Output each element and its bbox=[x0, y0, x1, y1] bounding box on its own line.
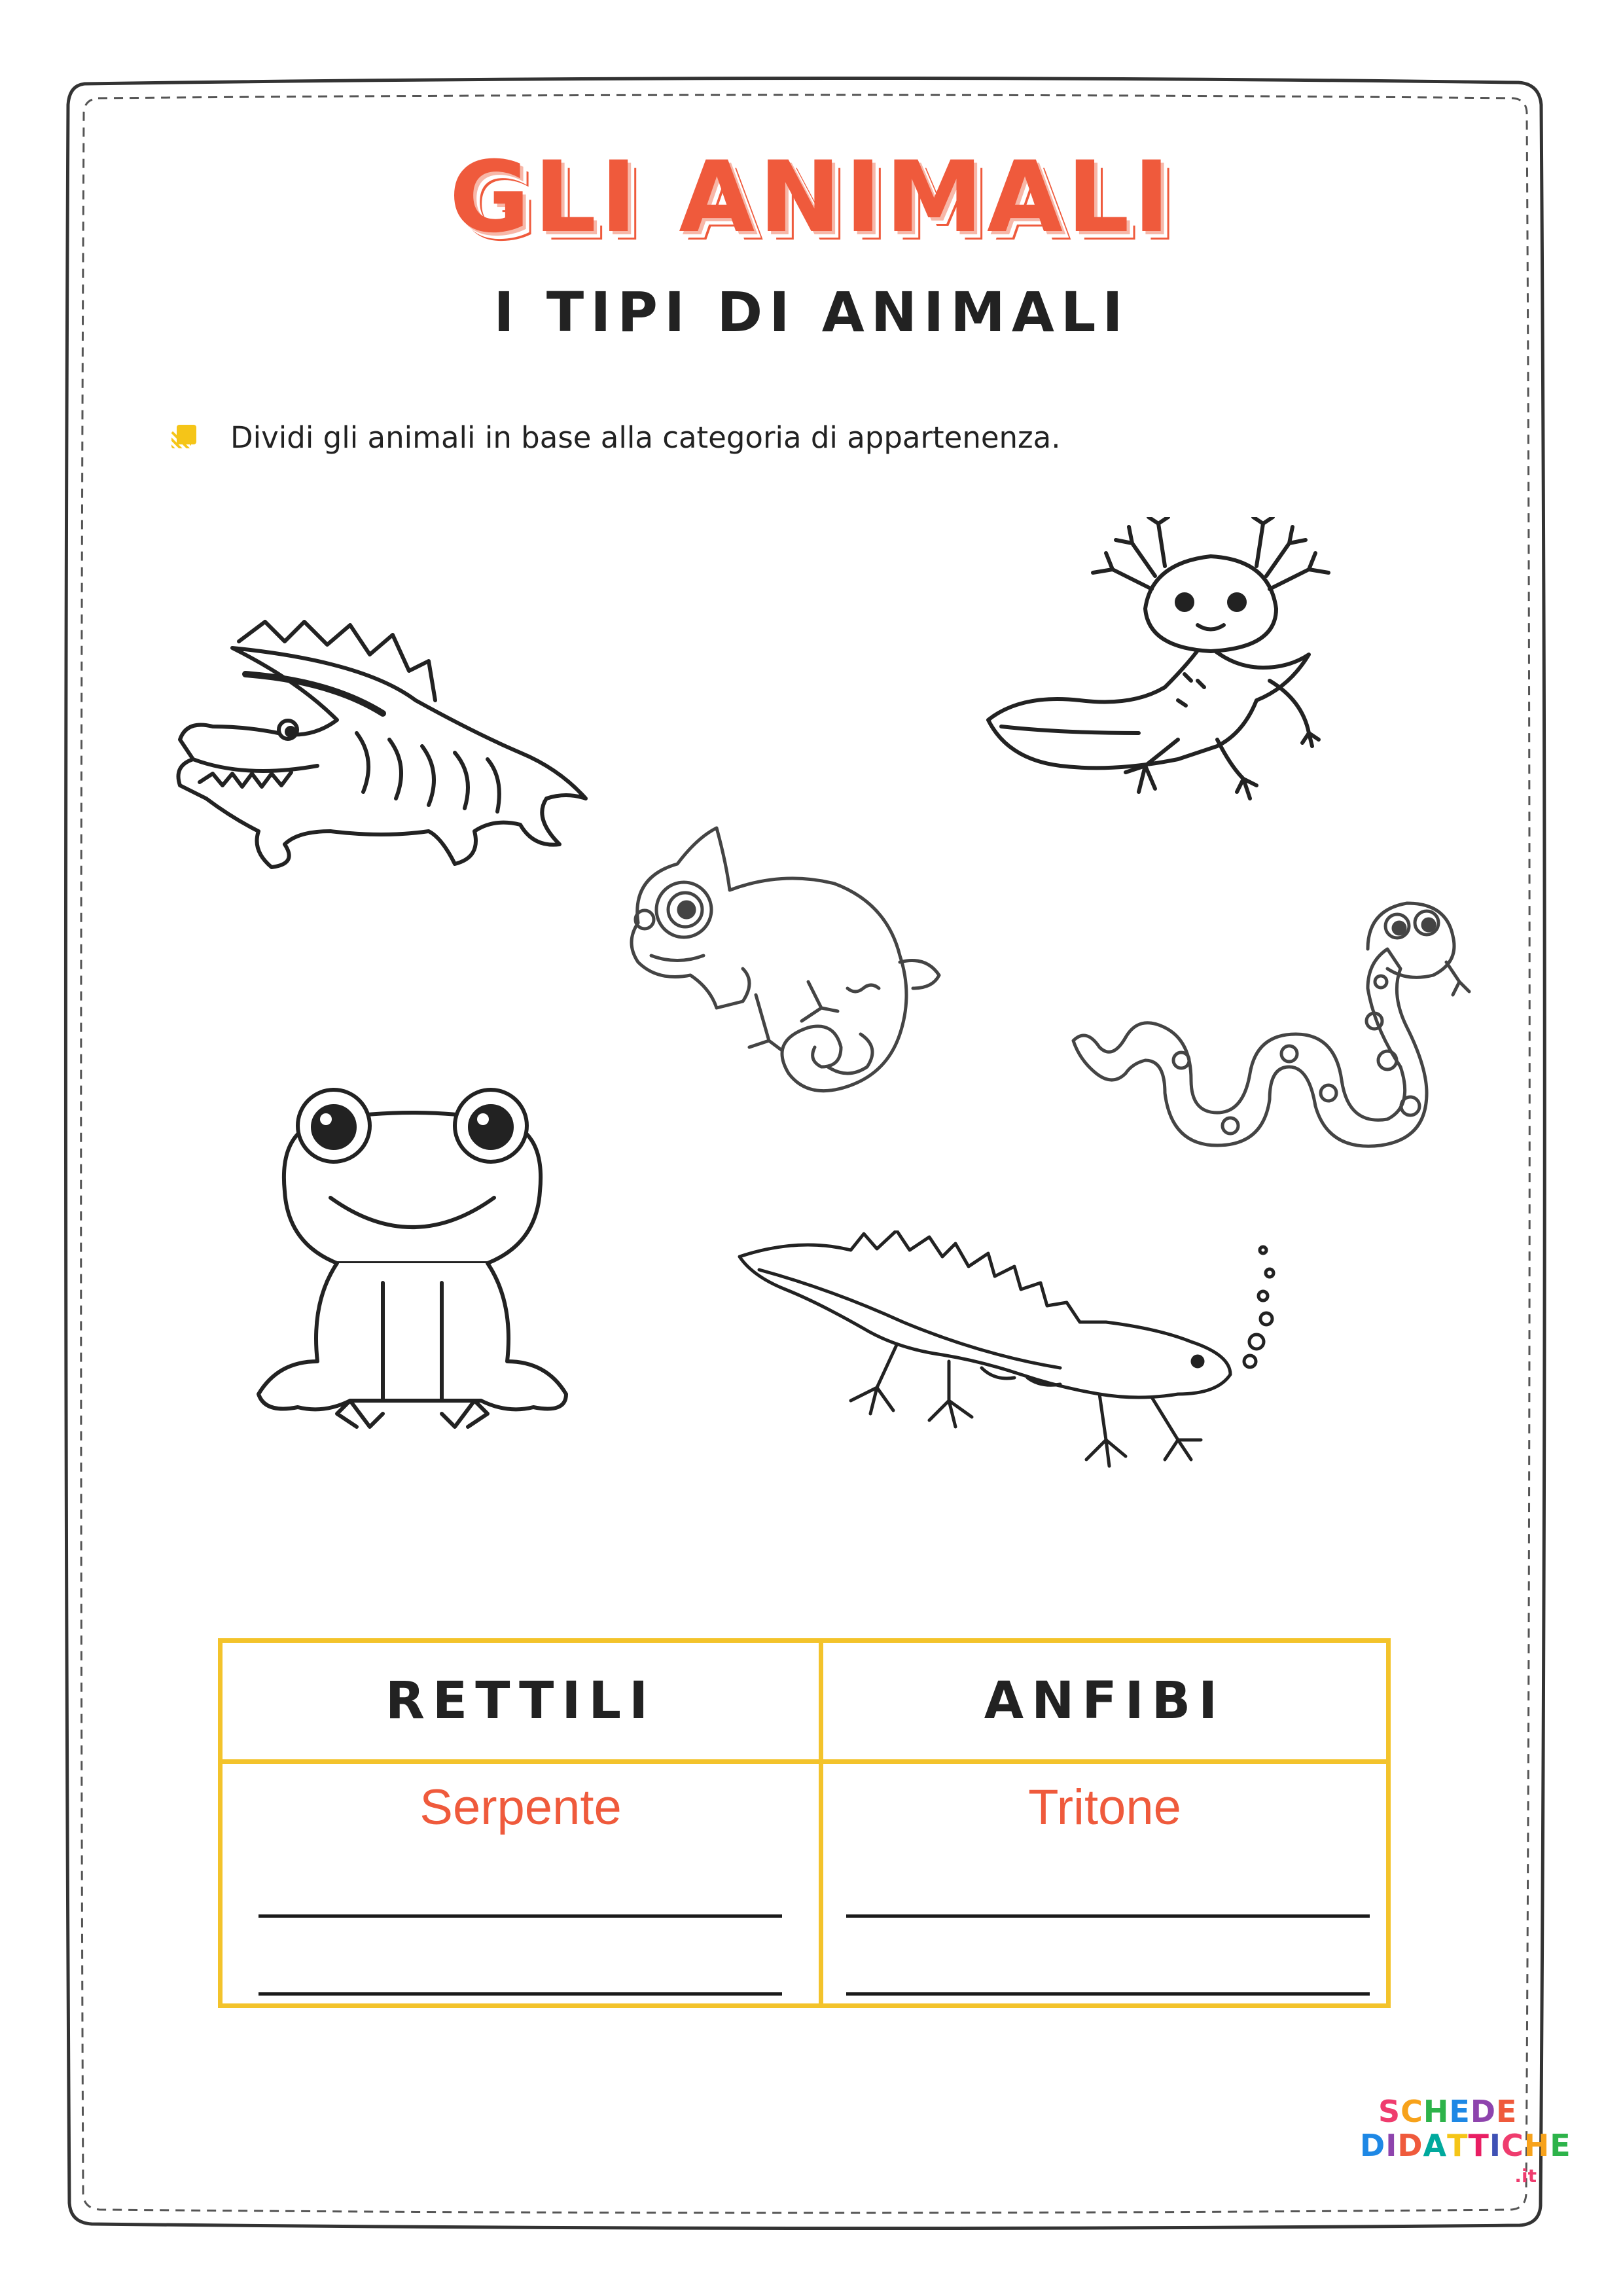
write-line[interactable] bbox=[259, 1914, 782, 1918]
logo-text: DIDATTICHE bbox=[1360, 2128, 1571, 2163]
schededidattiche-logo bbox=[1360, 2094, 1571, 2199]
axolotl-icon bbox=[982, 517, 1374, 812]
page-title: GLI ANIMALI bbox=[449, 141, 1174, 255]
newt-icon bbox=[733, 1230, 1289, 1532]
instruction bbox=[171, 418, 1061, 457]
answer-text: Serpente bbox=[419, 1780, 622, 1835]
instruction-text: Dividi gli animali in base alla categoria di appartenenza. bbox=[230, 420, 1061, 455]
table-divider-vertical bbox=[819, 1643, 823, 2003]
table-divider-horizontal bbox=[223, 1759, 1386, 1764]
column-header: ANFIBI bbox=[984, 1672, 1226, 1731]
logo-text: SCHEDE bbox=[1378, 2094, 1518, 2129]
logo-tld: .it bbox=[1514, 2165, 1537, 2187]
write-line[interactable] bbox=[846, 1914, 1370, 1918]
chameleon-icon bbox=[612, 825, 972, 1126]
snake-icon bbox=[1060, 897, 1479, 1158]
logo-line-2 bbox=[1360, 2128, 1571, 2163]
page-subtitle: I TIPI DI ANIMALI bbox=[493, 280, 1130, 344]
category-table bbox=[218, 1638, 1391, 2008]
crocodile-icon bbox=[167, 602, 618, 877]
write-line[interactable] bbox=[846, 1992, 1370, 1996]
write-line[interactable] bbox=[259, 1992, 782, 1996]
column-header: RETTILI bbox=[385, 1672, 656, 1731]
logo-line-1 bbox=[1360, 2094, 1543, 2128]
frog-icon bbox=[252, 1086, 573, 1440]
bullet-icon bbox=[171, 425, 199, 450]
answer-text: Tritone bbox=[1028, 1780, 1181, 1835]
